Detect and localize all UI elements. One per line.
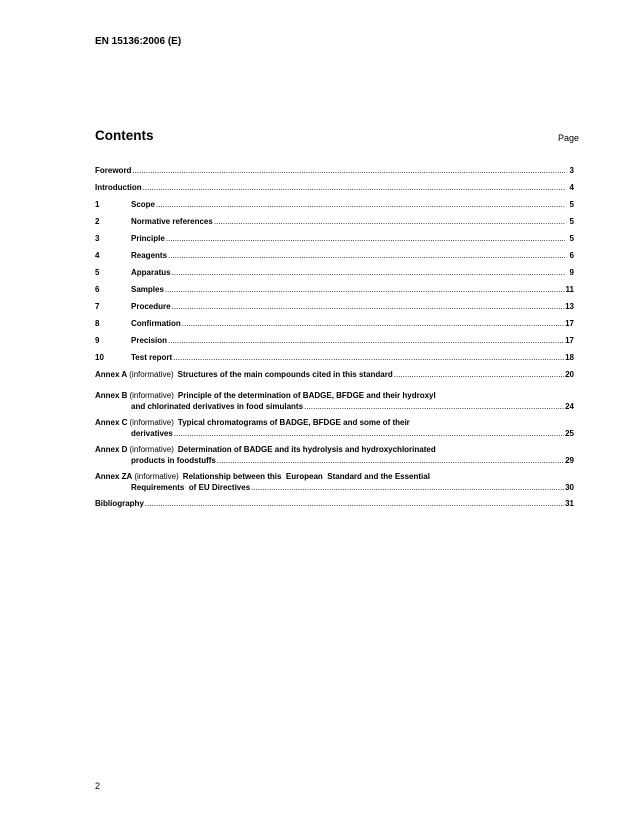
toc-entry-confirmation[interactable] bbox=[95, 318, 574, 335]
clause-number: 9 bbox=[95, 336, 100, 345]
toc-entry-page: 9 bbox=[569, 268, 574, 277]
toc-entry-page: 6 bbox=[569, 251, 574, 260]
toc-entry-title-continued: products in foodstuffs bbox=[131, 456, 216, 465]
page-number: 2 bbox=[95, 781, 101, 791]
dot-leader bbox=[172, 301, 565, 312]
dot-leader bbox=[166, 233, 565, 244]
dot-leader bbox=[145, 498, 564, 509]
toc-entry-page: 17 bbox=[565, 319, 574, 328]
clause-number: 10 bbox=[95, 353, 104, 362]
clause-number: 1 bbox=[95, 200, 100, 209]
page-column-label: Page bbox=[558, 133, 580, 143]
toc-entry-annex-a[interactable] bbox=[95, 369, 574, 385]
annex-id: Annex C bbox=[95, 418, 128, 427]
toc-entry-title: Structures of the main compounds cited in this standard bbox=[177, 370, 393, 379]
clause-number: 2 bbox=[95, 217, 100, 226]
toc-entry-page: 30 bbox=[565, 483, 574, 492]
toc-entry-page: 5 bbox=[569, 234, 574, 243]
dot-leader bbox=[394, 369, 564, 380]
toc-entry-samples[interactable] bbox=[95, 284, 574, 301]
toc-entry-page: 29 bbox=[565, 456, 574, 465]
toc-entry-title: Typical chromatograms of BADGE, BFDGE and some of their bbox=[177, 418, 410, 427]
toc-entry-page: 4 bbox=[569, 183, 574, 192]
clause-number: 3 bbox=[95, 234, 100, 243]
annex-id: Annex B bbox=[95, 391, 128, 400]
toc-entry-title-continued: derivatives bbox=[131, 429, 173, 438]
toc-entry-apparatus[interactable] bbox=[95, 267, 574, 284]
toc-entry-title: Apparatus bbox=[131, 268, 171, 277]
clause-number: 6 bbox=[95, 285, 100, 294]
document-header: EN 15136:2006 (E) bbox=[95, 36, 182, 47]
toc-entry-page: 5 bbox=[569, 200, 574, 209]
toc-entry-foreword[interactable] bbox=[95, 165, 574, 182]
annex-type: (informative) bbox=[129, 370, 174, 379]
toc-entry-page: 25 bbox=[565, 429, 574, 438]
toc-entry-annex-za[interactable] bbox=[95, 471, 574, 493]
toc-entry-title: Relationship between this European Standard and the Essential bbox=[182, 472, 430, 481]
toc-entry-annex-b[interactable] bbox=[95, 390, 574, 412]
toc-entry-page: 13 bbox=[565, 302, 574, 311]
annex-type: (informative) bbox=[134, 472, 179, 481]
toc-entry-title: Normative references bbox=[131, 217, 213, 226]
toc-entry-precision[interactable] bbox=[95, 335, 574, 352]
toc-entry-page: 3 bbox=[569, 166, 574, 175]
dot-leader bbox=[251, 482, 564, 493]
annex-id: Annex D bbox=[95, 445, 128, 454]
toc-entry-title: Procedure bbox=[131, 302, 171, 311]
toc-entry-page: 20 bbox=[565, 370, 574, 379]
toc-entry-page: 31 bbox=[565, 499, 574, 508]
toc-entry-title-continued: and chlorinated derivatives in food simulants bbox=[131, 402, 304, 411]
toc-entry-page: 24 bbox=[565, 402, 574, 411]
dot-leader bbox=[168, 335, 564, 346]
toc-entry-bibliography[interactable] bbox=[95, 498, 574, 515]
clause-number: 7 bbox=[95, 302, 100, 311]
toc-entry-page: 17 bbox=[565, 336, 574, 345]
toc-entry-title-continued: Requirements of EU Directives bbox=[131, 483, 251, 492]
toc-entry-page: 18 bbox=[565, 353, 574, 362]
clause-number: 5 bbox=[95, 268, 100, 277]
dot-leader bbox=[168, 250, 565, 261]
toc-entry-page: 11 bbox=[565, 285, 574, 294]
toc-entry-reagents[interactable] bbox=[95, 250, 574, 267]
clause-number: 4 bbox=[95, 251, 100, 260]
toc-entry-principle[interactable] bbox=[95, 233, 574, 250]
toc-entry-title: Introduction bbox=[95, 183, 142, 192]
annex-type: (informative) bbox=[129, 418, 174, 427]
dot-leader bbox=[174, 428, 564, 439]
toc-entry-test-report[interactable] bbox=[95, 352, 574, 369]
toc-entry-normative-references[interactable] bbox=[95, 216, 574, 233]
toc-entry-title: Confirmation bbox=[131, 319, 181, 328]
toc-entry-annex-c[interactable] bbox=[95, 417, 574, 439]
toc-entry-title: Determination of BADGE and its hydrolysis and hydroxychlorinated bbox=[177, 445, 436, 454]
toc-entry-introduction[interactable] bbox=[95, 182, 574, 199]
toc-entry-scope[interactable] bbox=[95, 199, 574, 216]
table-of-contents bbox=[95, 165, 574, 515]
annex-type: (informative) bbox=[129, 445, 174, 454]
toc-entry-title: Scope bbox=[131, 200, 156, 209]
toc-entry-title: Samples bbox=[131, 285, 164, 294]
toc-entry-title: Reagents bbox=[131, 251, 168, 260]
dot-leader bbox=[217, 455, 564, 466]
clause-number: 8 bbox=[95, 319, 100, 328]
toc-entry-procedure[interactable] bbox=[95, 301, 574, 318]
annex-id: Annex ZA bbox=[95, 472, 133, 481]
dot-leader bbox=[214, 216, 565, 227]
dot-leader bbox=[165, 284, 565, 295]
annex-id: Annex A bbox=[95, 370, 128, 379]
toc-entry-annex-d[interactable] bbox=[95, 444, 574, 466]
dot-leader bbox=[132, 165, 565, 176]
dot-leader bbox=[172, 267, 565, 278]
contents-title: Contents bbox=[95, 128, 154, 143]
toc-entry-page: 5 bbox=[569, 217, 574, 226]
dot-leader bbox=[173, 352, 564, 363]
toc-entry-title: Principle of the determination of BADGE, BFDGE and their hydroxyl bbox=[177, 391, 436, 400]
toc-entry-title: Precision bbox=[131, 336, 168, 345]
dot-leader bbox=[304, 401, 564, 412]
toc-entry-title: Foreword bbox=[95, 166, 132, 175]
annex-type: (informative) bbox=[129, 391, 174, 400]
dot-leader bbox=[182, 318, 564, 329]
toc-entry-title: Test report bbox=[131, 353, 173, 362]
dot-leader bbox=[156, 199, 565, 210]
dot-leader bbox=[143, 182, 565, 193]
toc-entry-title: Principle bbox=[131, 234, 165, 243]
toc-entry-title: Bibliography bbox=[95, 499, 144, 508]
